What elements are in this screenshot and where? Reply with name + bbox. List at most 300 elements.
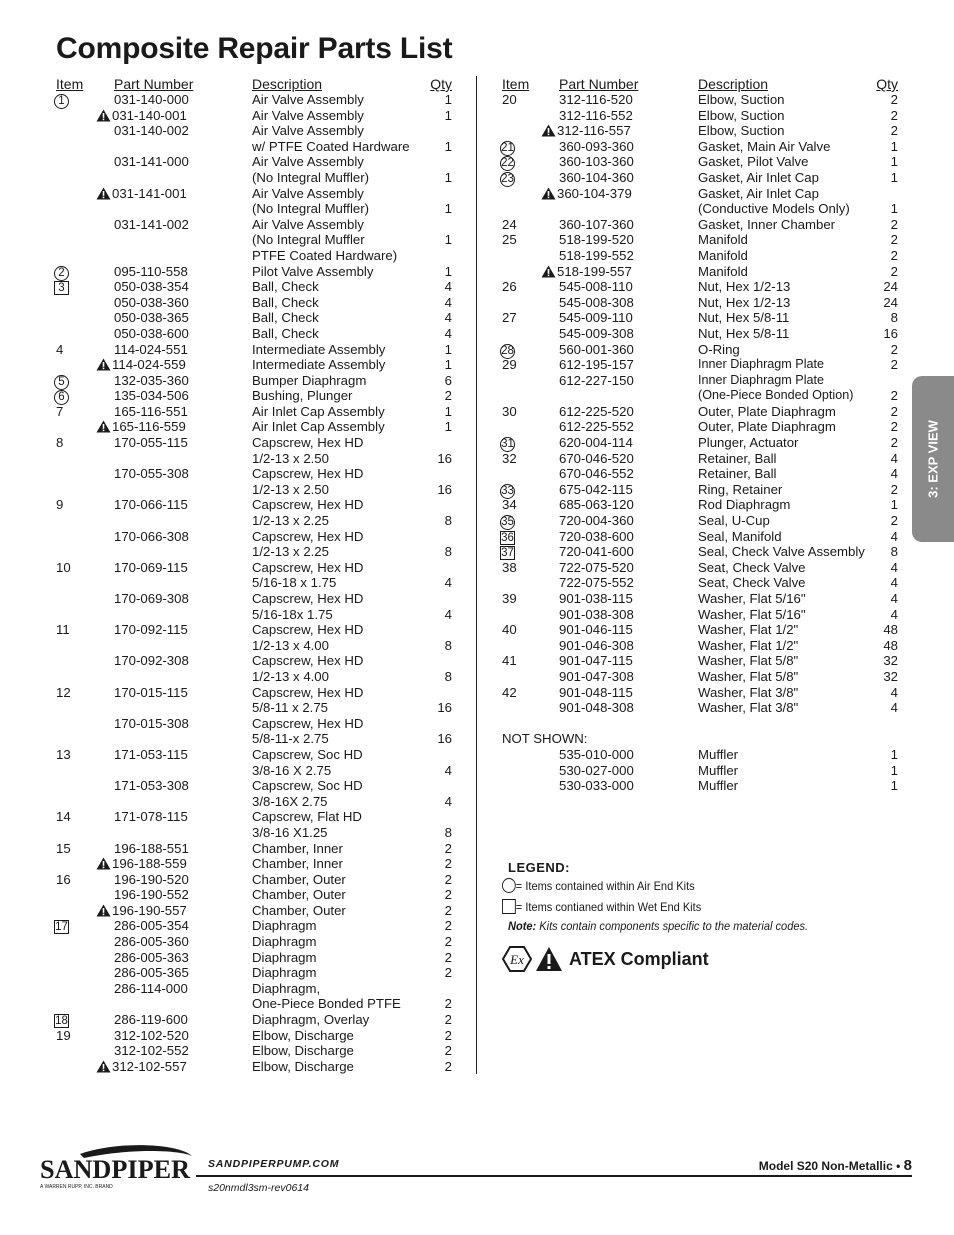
description: Seat, Check Valve	[698, 575, 806, 591]
part-number-text: 170-092-308	[114, 653, 189, 669]
part-number	[114, 435, 188, 451]
quantity: 1	[444, 169, 452, 185]
part-number-text: 545-009-308	[559, 325, 634, 341]
description: Air Valve Assembly	[252, 154, 364, 170]
table-row	[52, 825, 456, 841]
part-number-text: 545-008-308	[559, 294, 634, 310]
part-number-text: 518-199-520	[559, 232, 634, 248]
table-row	[52, 1059, 456, 1075]
part-number-text: 170-055-115	[114, 435, 188, 451]
description: Outer, Plate Diaphragm	[698, 419, 836, 435]
part-number-text: 031-140-000	[114, 92, 189, 107]
table-row	[52, 139, 456, 155]
quantity: 4	[890, 591, 898, 606]
part-number	[559, 92, 633, 108]
table-row	[52, 217, 456, 233]
part-number	[114, 716, 189, 732]
part-number	[559, 310, 633, 326]
quantity: 48	[883, 622, 898, 638]
part-number-text: 530-027-000	[559, 762, 634, 778]
logo-brand-subtext: A WARREN RUPP, INC. BRAND	[40, 1184, 113, 1190]
quantity: 2	[444, 996, 452, 1012]
description: Capscrew, Hex HD	[252, 528, 364, 544]
item-number: 10	[56, 559, 71, 575]
table-row	[52, 794, 456, 810]
part-number	[114, 965, 189, 981]
header-part-number: Part Number	[559, 76, 639, 92]
quantity: 1	[444, 263, 452, 279]
part-number-text: 286-005-360	[114, 934, 189, 950]
part-number	[559, 778, 634, 794]
model-label: Model S20 Non-Metallic •	[758, 1159, 901, 1173]
part-number	[114, 841, 189, 857]
part-number	[114, 1012, 188, 1028]
quantity: 4	[444, 606, 452, 622]
quantity: 2	[890, 263, 898, 279]
description: Manifold	[698, 232, 748, 248]
part-number-text: 518-199-557	[557, 263, 632, 279]
table-row	[498, 248, 900, 264]
item-number: 25	[502, 232, 517, 248]
quantity: 2	[890, 403, 898, 419]
part-number-text: 196-188-551	[114, 840, 189, 856]
part-number-text: 620-004-114	[559, 435, 633, 451]
part-number-text: 170-015-308	[114, 715, 189, 731]
table-row	[498, 170, 900, 186]
quantity: 4	[444, 762, 452, 778]
description: Pilot Valve Assembly	[252, 263, 374, 279]
description: Capscrew, Hex HD	[252, 559, 364, 575]
part-number	[114, 950, 189, 966]
part-number	[559, 108, 633, 124]
table-row	[498, 357, 900, 373]
quantity: 6	[444, 372, 452, 388]
part-number	[559, 451, 634, 467]
quantity: 2	[890, 216, 898, 232]
table-row	[52, 419, 456, 435]
part-number	[114, 92, 189, 108]
part-number	[114, 529, 189, 545]
part-number-text: 312-102-552	[114, 1043, 189, 1059]
description: Elbow, Suction	[698, 123, 785, 139]
quantity: 1	[890, 746, 898, 762]
quantity: 2	[444, 840, 452, 856]
quantity: 8	[444, 637, 452, 653]
part-number	[559, 638, 634, 654]
quantity: 4	[444, 310, 452, 326]
quantity: 1	[890, 138, 898, 154]
part-number-text: 286-114-000	[114, 980, 188, 996]
table-row	[498, 466, 900, 482]
item-number	[498, 435, 548, 452]
quantity: 2	[890, 247, 898, 263]
description: PTFE Coated Hardware)	[252, 247, 398, 263]
air-kit-circle-icon: 33	[501, 484, 514, 497]
table-row	[498, 217, 900, 233]
part-number-text: 050-038-365	[114, 310, 189, 326]
table-row	[52, 575, 456, 591]
quantity: 4	[444, 793, 452, 809]
quantity: 2	[890, 357, 898, 373]
description: Washer, Flat 5/16"	[698, 606, 806, 622]
table-row	[52, 1028, 456, 1044]
quantity: 1	[890, 154, 898, 170]
table-row	[498, 435, 900, 451]
table-row	[498, 388, 900, 404]
air-kit-circle-icon: 28	[501, 344, 514, 357]
quantity: 2	[444, 856, 452, 872]
table-row	[498, 513, 900, 529]
description: 1/2-13 x 2.25	[252, 513, 329, 529]
table-row	[52, 747, 456, 763]
part-number	[114, 154, 189, 170]
part-number	[114, 326, 189, 342]
wet-kit-square-icon: 18	[55, 1015, 68, 1028]
table-row	[498, 622, 900, 638]
quantity: 4	[890, 606, 898, 622]
table-row	[52, 482, 456, 498]
part-number	[559, 622, 633, 638]
section-tab[interactable]	[912, 376, 954, 542]
table-row	[52, 326, 456, 342]
quantity: 2	[890, 123, 898, 139]
part-number	[559, 575, 634, 591]
quantity: 4	[444, 279, 452, 295]
description: (No Integral Muffler)	[252, 169, 370, 185]
part-number	[559, 529, 634, 545]
atex-warning-icon	[541, 187, 556, 200]
table-row	[52, 264, 456, 280]
part-number-text: 612-227-150	[559, 372, 634, 388]
item-number	[52, 279, 102, 295]
atex-warning-icon	[541, 124, 556, 137]
description: Seal, Check Valve Assembly	[698, 544, 865, 560]
table-row	[498, 264, 900, 280]
description: 1/2-13 x 4.00	[252, 668, 329, 684]
atex-label: ATEX Compliant	[569, 948, 709, 969]
part-number-text: 196-188-559	[112, 856, 187, 872]
part-number-text: 170-066-308	[114, 528, 189, 544]
air-kit-circle-icon: 5	[54, 375, 69, 390]
item-number: 29	[502, 357, 517, 373]
table-row	[52, 279, 456, 295]
quantity: 24	[883, 294, 898, 310]
table-row	[52, 92, 456, 108]
table-row	[52, 591, 456, 607]
table-row	[498, 92, 900, 108]
header-part-number: Part Number	[114, 76, 194, 92]
part-number	[559, 232, 634, 248]
quantity: 2	[444, 1058, 452, 1074]
description: (One-Piece Bonded Option)	[698, 388, 854, 403]
part-number	[541, 264, 632, 280]
part-number	[114, 591, 189, 607]
part-number-text: 560-001-360	[559, 341, 634, 357]
part-number-text: 114-024-559	[112, 357, 186, 373]
description: Seat, Check Valve	[698, 559, 806, 575]
table-row	[498, 716, 900, 732]
description: 1/2-13 x 2.50	[252, 481, 329, 497]
item-number: 20	[502, 92, 517, 107]
quantity: 2	[890, 513, 898, 529]
part-number	[114, 373, 189, 389]
description: Gasket, Inner Chamber	[698, 216, 836, 232]
part-number-text: 196-190-557	[112, 902, 187, 918]
part-number	[559, 653, 633, 669]
air-kit-circle-icon: 1	[54, 94, 69, 109]
description: Washer, Flat 1/2"	[698, 637, 799, 653]
atex-warning-icon	[96, 904, 111, 917]
part-number	[559, 326, 634, 342]
item-number: 4	[56, 341, 64, 357]
part-number-text: 312-116-557	[557, 123, 631, 139]
item-number: 32	[502, 450, 517, 466]
header-item: Item	[502, 76, 530, 92]
description: Nut, Hex 1/2-13	[698, 279, 791, 295]
item-number: 26	[502, 279, 517, 295]
description: Capscrew, Hex HD	[252, 684, 364, 700]
quantity: 8	[444, 824, 452, 840]
description: 1/2-13 x 2.50	[252, 450, 329, 466]
description: Elbow, Discharge	[252, 1058, 354, 1074]
table-row	[498, 295, 900, 311]
description: Gasket, Air Inlet Cap	[698, 169, 819, 185]
part-number	[559, 217, 634, 233]
description: Elbow, Discharge	[252, 1027, 354, 1043]
part-number	[96, 1059, 187, 1075]
description: Capscrew, Hex HD	[252, 715, 364, 731]
part-number	[114, 279, 189, 295]
header-item: Item	[56, 76, 84, 92]
item-number: 9	[56, 497, 64, 513]
table-row	[52, 232, 456, 248]
table-row	[52, 669, 456, 685]
table-row	[498, 451, 900, 467]
description: Nut, Hex 5/8-11	[698, 325, 790, 341]
quantity: 1	[444, 357, 452, 373]
quantity: 2	[444, 1012, 452, 1028]
table-row	[498, 279, 900, 295]
table-row	[498, 482, 900, 498]
quantity: 1	[444, 92, 452, 107]
part-number-text: 165-116-551	[114, 403, 188, 419]
description: Elbow, Suction	[698, 92, 785, 107]
website-link[interactable]: SANDPIPERPUMP.COM	[208, 1158, 340, 1170]
part-number-text: 901-038-308	[559, 606, 634, 622]
warning-triangle-icon	[535, 946, 563, 972]
part-number-text: 170-015-115	[114, 684, 188, 700]
quantity: 1	[890, 169, 898, 185]
header-description: Description	[698, 76, 769, 92]
part-number-text: 170-069-308	[114, 591, 189, 606]
description: O-Ring	[698, 341, 740, 357]
item-number	[52, 1012, 102, 1028]
table-row	[52, 716, 456, 732]
quantity: 2	[444, 949, 452, 965]
part-number	[559, 482, 633, 498]
part-number-text: 312-116-552	[559, 107, 633, 123]
table-row	[52, 887, 456, 903]
logo-brand-text: SANDPIPER	[40, 1155, 191, 1184]
quantity: 1	[444, 403, 452, 419]
description: Diaphragm	[252, 965, 317, 981]
part-number	[559, 685, 633, 701]
wet-kit-square-icon: 36	[501, 531, 514, 544]
quantity: 2	[444, 871, 452, 887]
item-number	[498, 342, 548, 359]
part-number	[559, 279, 633, 295]
item-number	[52, 92, 102, 109]
legend-title: LEGEND:	[508, 860, 570, 875]
header-qty: Qty	[430, 76, 452, 92]
quantity: 1	[444, 341, 452, 357]
item-number	[52, 388, 102, 405]
part-number-text: 312-102-520	[114, 1027, 189, 1043]
table-row	[498, 544, 900, 560]
part-number-text: 670-046-552	[559, 466, 634, 482]
table-row	[498, 529, 900, 545]
quantity: 1	[890, 762, 898, 778]
description: Chamber, Inner	[252, 840, 343, 856]
part-number-text: 165-116-559	[112, 419, 186, 435]
part-number-text: 670-046-520	[559, 450, 634, 466]
description: Air Inlet Cap Assembly	[252, 419, 385, 435]
description: Air Valve Assembly	[252, 107, 364, 123]
table-row	[52, 778, 456, 794]
part-number-text: 170-092-115	[114, 622, 188, 638]
model-page-label	[759, 1157, 912, 1174]
quantity: 2	[444, 1043, 452, 1059]
part-number	[114, 295, 189, 311]
table-row	[52, 903, 456, 919]
description: Rod Diaphragm	[698, 497, 791, 513]
item-number	[498, 139, 548, 156]
table-row	[498, 747, 900, 763]
part-number-text: 545-009-110	[559, 310, 633, 326]
table-row	[52, 529, 456, 545]
part-number-text: 095-110-558	[114, 263, 188, 279]
part-number	[114, 123, 189, 139]
description: Inner Diaphragm Plate	[698, 372, 825, 387]
description: Washer, Flat 3/8"	[698, 684, 799, 700]
air-kit-circle-icon: 31	[501, 438, 514, 451]
quantity: 48	[883, 637, 898, 653]
table-row	[498, 497, 900, 513]
table-header	[498, 76, 900, 92]
quantity: 1	[890, 201, 898, 217]
part-number-text: 720-004-360	[559, 513, 634, 529]
part-number-text: 312-102-557	[112, 1058, 187, 1074]
table-body-right	[498, 92, 900, 794]
quantity: 1	[444, 232, 452, 248]
table-row	[498, 139, 900, 155]
table-row	[52, 685, 456, 701]
quantity: 8	[444, 668, 452, 684]
part-number	[559, 763, 634, 779]
quantity: 1	[890, 778, 898, 794]
table-row	[498, 419, 900, 435]
quantity: 2	[890, 481, 898, 497]
quantity: 2	[444, 1027, 452, 1043]
description: Washer, Flat 1/2"	[698, 622, 799, 638]
table-row	[52, 809, 456, 825]
table-row	[498, 186, 900, 202]
table-row	[52, 513, 456, 529]
part-number	[114, 560, 188, 576]
part-number-text: 135-034-506	[114, 388, 189, 404]
table-row	[52, 201, 456, 217]
quantity: 8	[890, 310, 898, 326]
table-row	[498, 731, 900, 747]
part-number-text: 286-119-600	[114, 1012, 188, 1028]
description: Chamber, Outer	[252, 902, 346, 918]
part-number-text: 360-107-360	[559, 216, 634, 232]
table-row	[498, 653, 900, 669]
item-number: 12	[56, 684, 71, 700]
description: 5/8-11-x 2.75	[252, 731, 329, 747]
table-row	[498, 326, 900, 342]
part-number	[114, 887, 189, 903]
part-number	[96, 856, 187, 872]
part-number	[114, 404, 188, 420]
item-number: 8	[56, 435, 64, 451]
item-number: 7	[56, 403, 64, 419]
description: Elbow, Suction	[698, 107, 785, 123]
quantity: 8	[444, 513, 452, 529]
part-number	[559, 513, 634, 529]
part-number	[114, 809, 188, 825]
description: Ring, Retainer	[698, 481, 783, 497]
quantity: 2	[890, 388, 898, 404]
quantity: 16	[437, 731, 452, 747]
part-number	[541, 186, 632, 202]
table-row	[52, 357, 456, 373]
legend-circle-text: = Items contained within Air End Kits	[515, 879, 695, 893]
description: Capscrew, Hex HD	[252, 466, 364, 482]
part-number-text: 196-190-520	[114, 871, 189, 887]
part-number-text: 031-141-001	[112, 185, 187, 201]
item-number: NOT SHOWN:	[502, 731, 588, 747]
part-number-text: 050-038-360	[114, 294, 189, 310]
legend-note-text: Kits contain components specific to the material codes.	[536, 919, 809, 933]
quantity: 2	[444, 934, 452, 950]
item-number: 11	[56, 622, 70, 638]
quantity: 32	[883, 653, 898, 669]
table-row	[52, 731, 456, 747]
quantity: 4	[890, 575, 898, 591]
description: Nut, Hex 1/2-13	[698, 294, 791, 310]
quantity: 16	[437, 700, 452, 716]
wet-kit-square-icon: 3	[54, 281, 69, 295]
table-row	[498, 669, 900, 685]
quantity: 2	[890, 435, 898, 451]
item-number: 24	[502, 216, 517, 232]
description: Ball, Check	[252, 310, 319, 326]
item-number	[498, 482, 548, 499]
description: Outer, Plate Diaphragm	[698, 403, 836, 419]
wet-kit-square-icon: 37	[501, 547, 514, 560]
part-number	[114, 778, 189, 794]
description: Diaphragm	[252, 949, 317, 965]
part-number-text: 535-010-000	[559, 746, 634, 762]
description: Capscrew, Hex HD	[252, 622, 364, 638]
description: Washer, Flat 5/8"	[698, 668, 799, 684]
table-row	[52, 404, 456, 420]
quantity: 2	[444, 902, 452, 918]
description: Muffler	[698, 746, 739, 762]
footer-rule	[196, 1175, 912, 1177]
part-number-text: 031-140-001	[112, 107, 187, 123]
